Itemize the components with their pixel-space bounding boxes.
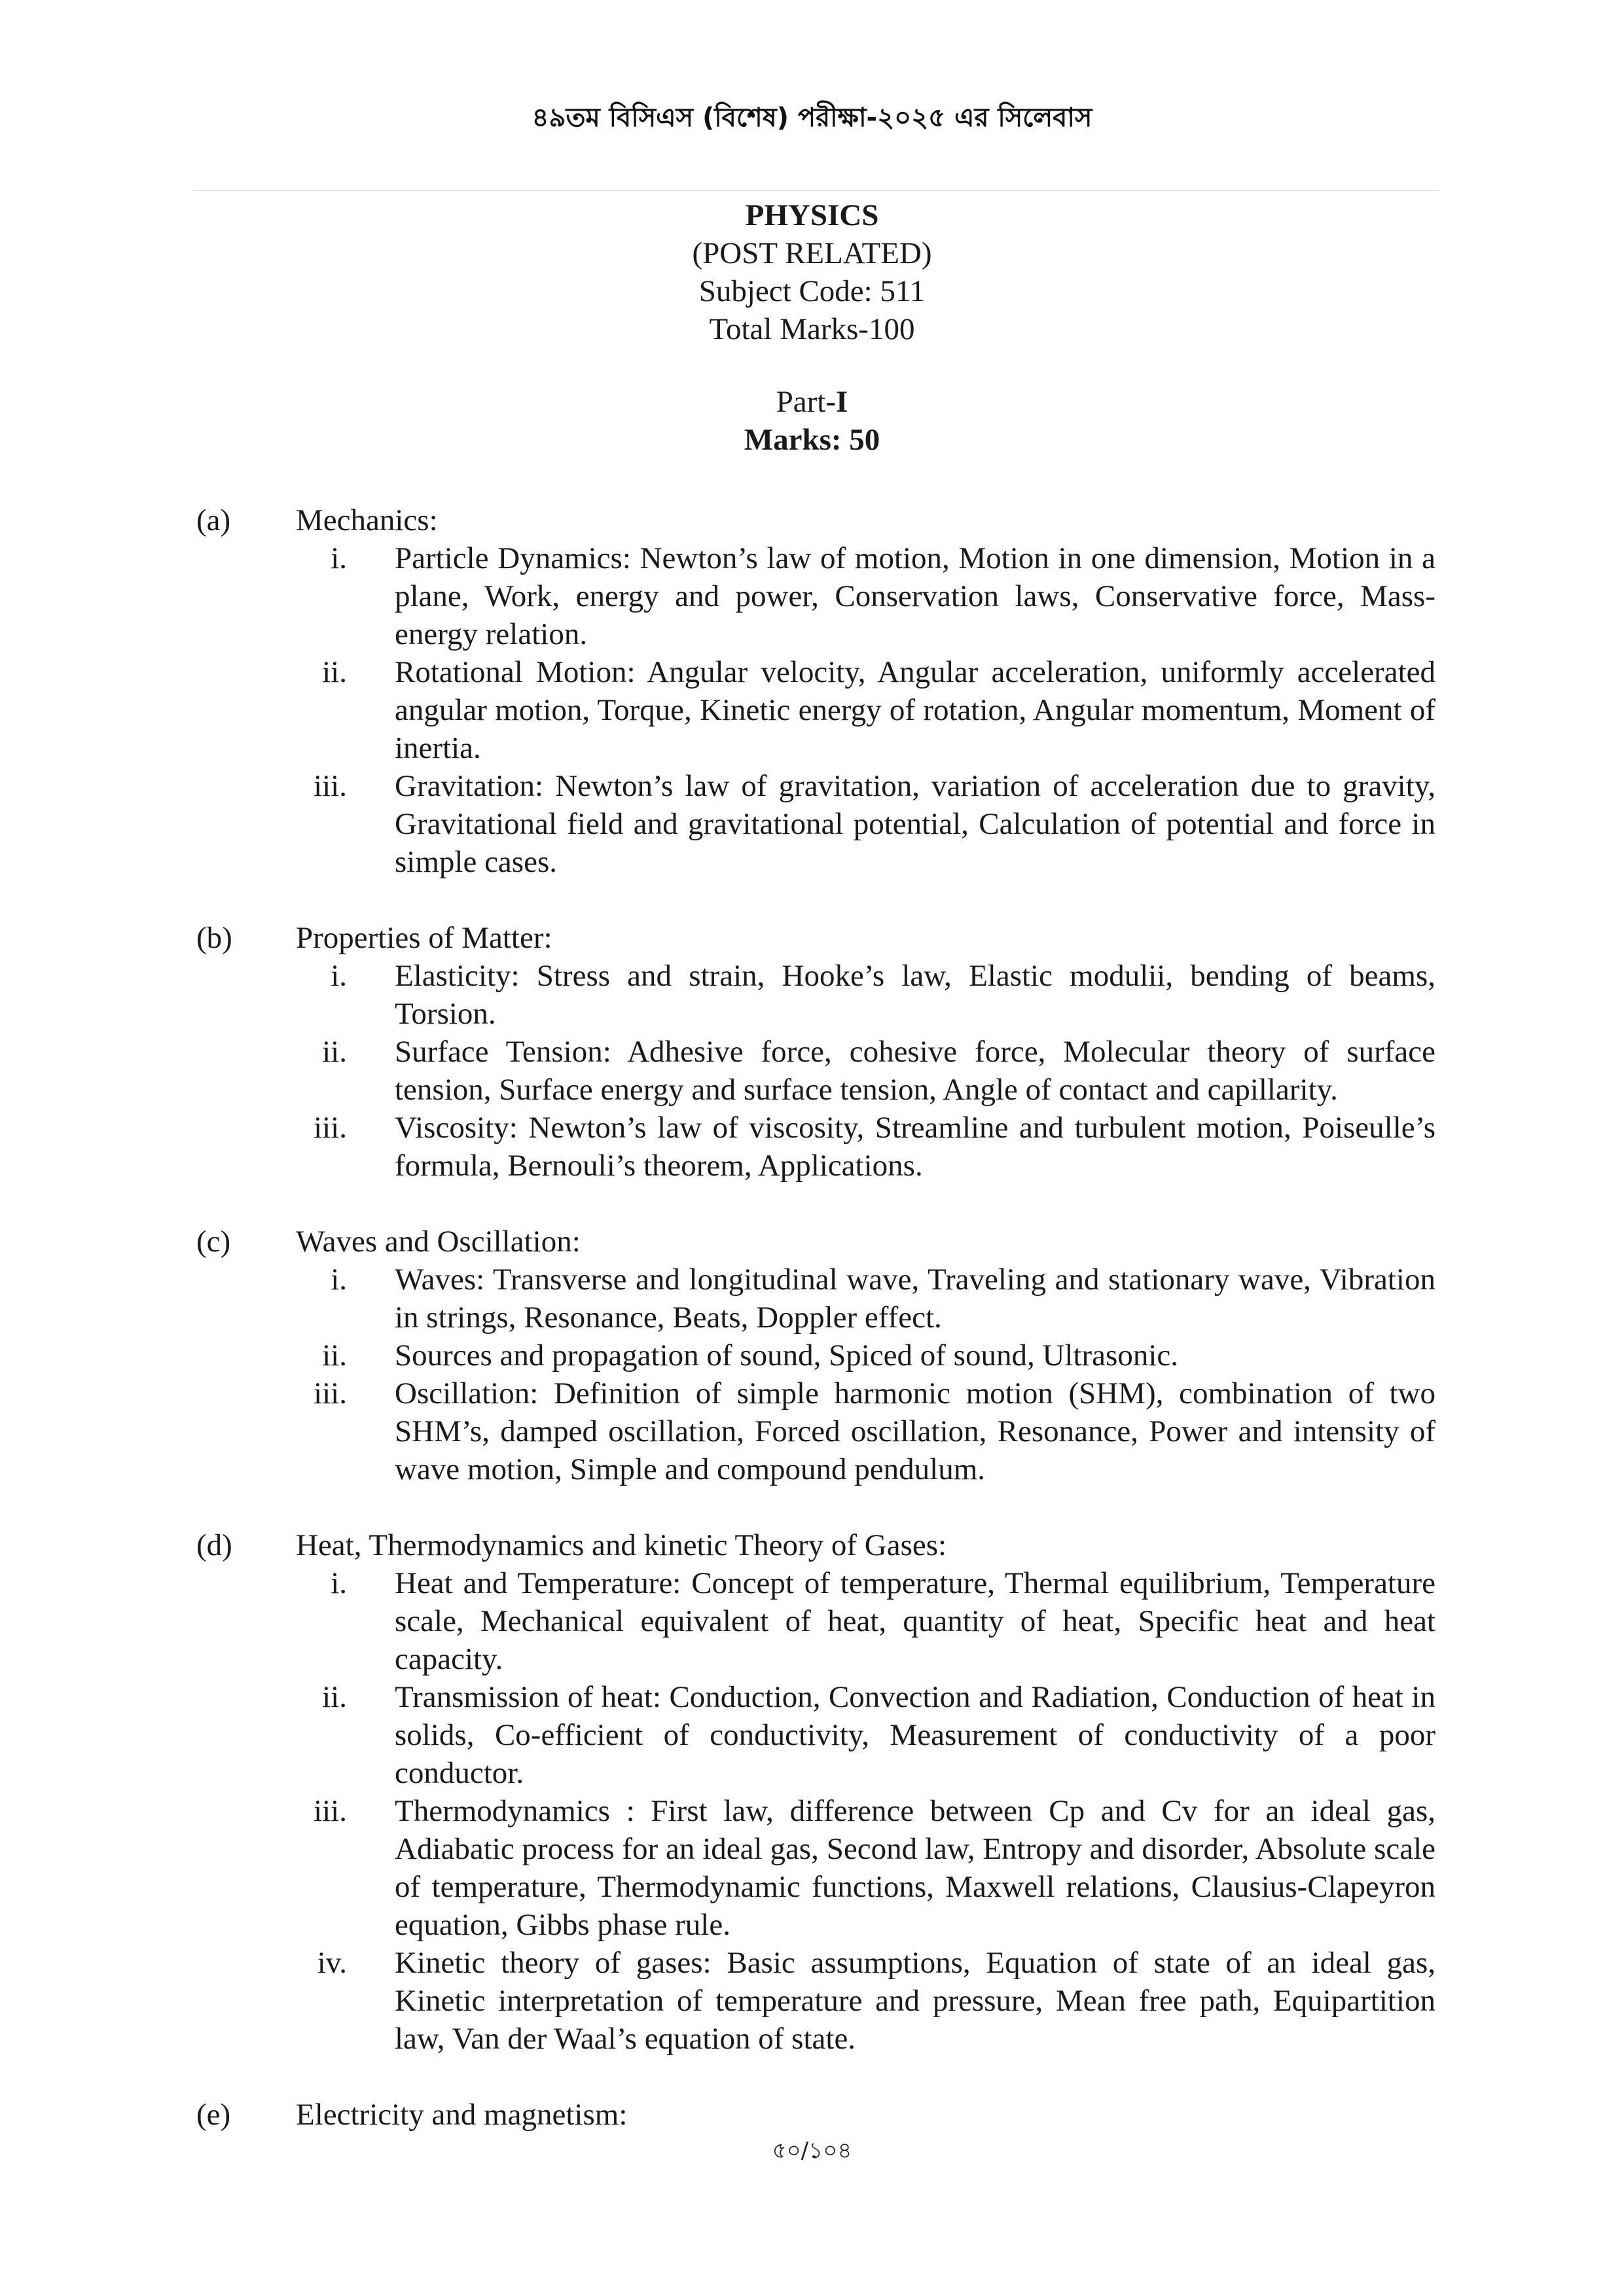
part-label — [0, 383, 1624, 421]
section-heading — [0, 919, 1624, 957]
syllabus-section — [0, 1526, 1624, 2058]
syllabus-section — [0, 919, 1624, 1185]
section-label: (a) — [196, 503, 231, 537]
list-item-text: Thermodynamics : First law, difference between Cp and Cv for an ideal gas, Adiabatic process for an ideal gas, Second law, Entropy and disorder, Absolute scale of temperature, Thermodynamic functions, Maxwell relations, Clausius-Clapeyron equation, Gibbs phase rule. — [395, 1794, 1435, 1942]
list-item-text: Heat and Temperature: Concept of temperature, Thermal equilibrium, Temperature scale, Mechanical equivalent of heat, quantity of heat, Specific heat and heat capacity. — [395, 1566, 1435, 1676]
section-title: Properties of Matter: — [296, 921, 552, 955]
list-item-number: ii. — [322, 1338, 347, 1372]
list-item — [0, 653, 1624, 767]
list-item-text: Kinetic theory of gases: Basic assumptions, Equation of state of an ideal gas, Kinetic interpretation of temperature and pressure, Mean free path, Equipartition law, Van der Waal’s equation of state. — [395, 1946, 1435, 2056]
syllabus-section — [0, 1223, 1624, 1488]
list-item — [0, 1944, 1624, 2058]
section-title: Electricity and magnetism: — [296, 2098, 628, 2132]
list-item-number: ii. — [322, 1680, 347, 1714]
list-item — [0, 1109, 1624, 1185]
list-item — [0, 1792, 1624, 1944]
header-divider — [192, 190, 1439, 191]
list-item-text: Rotational Motion: Angular velocity, Angular acceleration, uniformly accelerated angular motion, Torque, Kinetic energy of rotation, Angular momentum, Moment of inertia. — [395, 655, 1435, 765]
list-item-number: i. — [331, 959, 347, 993]
list-item-text: Gravitation: Newton’s law of gravitation, variation of acceleration due to gravity, Gravitational field and gravitational potential, Calculation of potential and force in simple cases. — [395, 769, 1435, 879]
syllabus-content — [0, 501, 1624, 2172]
list-item — [0, 957, 1624, 1033]
list-item-number: i. — [331, 1263, 347, 1297]
part-marks: Marks: 50 — [744, 423, 880, 457]
list-item-text: Particle Dynamics: Newton’s law of motion, Motion in one dimension, Motion in a plane, Work, energy and power, Conservation laws, Conservative force, Mass-energy relation. — [395, 541, 1435, 651]
list-item-text: Elasticity: Stress and strain, Hooke’s law, Elastic modulii, bending of beams, Torsion. — [395, 959, 1435, 1031]
subject-category: (POST RELATED) — [692, 236, 932, 270]
part-label-numeral: I — [836, 385, 848, 419]
list-item-text: Surface Tension: Adhesive force, cohesive force, Molecular theory of surface tension, Surface energy and surface tension, Angle of contact and capillarity. — [395, 1035, 1435, 1107]
list-item-text: Oscillation: Definition of simple harmonic motion (SHM), combination of two SHM’s, damped oscillation, Forced oscillation, Resonance, Power and intensity of wave motion, Simple and compound pendulum. — [395, 1376, 1435, 1486]
page-number: ৫০/১০৪ — [772, 2138, 852, 2164]
list-item — [0, 767, 1624, 881]
section-label: (b) — [196, 921, 232, 955]
section-title: Mechanics: — [296, 503, 438, 537]
syllabus-section — [0, 2096, 1624, 2134]
list-item-number: iv. — [317, 1946, 347, 1980]
section-heading — [0, 1526, 1624, 1564]
page-header: ৪৯তম বিসিএস (বিশেষ) পরীক্ষা-২০২৫ এর সিলেবাস — [532, 103, 1092, 133]
list-item — [0, 1678, 1624, 1792]
list-item-number: ii. — [322, 1035, 347, 1069]
part-label-prefix: Part- — [776, 385, 837, 419]
section-label: (e) — [196, 2098, 231, 2132]
list-item — [0, 1564, 1624, 1678]
list-item — [0, 1374, 1624, 1488]
syllabus-section — [0, 501, 1624, 881]
list-item-number: iii. — [314, 1111, 347, 1145]
list-item — [0, 1261, 1624, 1336]
list-item — [0, 1033, 1624, 1109]
subject-code: Subject Code: 511 — [698, 274, 926, 308]
section-label: (c) — [196, 1225, 231, 1259]
list-item — [0, 1336, 1624, 1374]
list-item-number: iii. — [314, 1376, 347, 1410]
title-block — [0, 196, 1624, 348]
list-item-text: Transmission of heat: Conduction, Convection and Radiation, Conduction of heat in solids, Co-efficient of conductivity, Measurement of conductivity of a poor conductor. — [395, 1680, 1435, 1790]
section-heading — [0, 2096, 1624, 2134]
section-heading — [0, 1223, 1624, 1261]
list-item-text: Sources and propagation of sound, Spiced of sound, Ultrasonic. — [395, 1338, 1178, 1372]
section-title: Waves and Oscillation: — [296, 1225, 581, 1259]
part-block — [0, 383, 1624, 459]
list-item-text: Waves: Transverse and longitudinal wave, Traveling and stationary wave, Vibration in strings, Resonance, Beats, Doppler effect. — [395, 1263, 1435, 1335]
list-item-number: iii. — [314, 1794, 347, 1828]
list-item-number: i. — [331, 1566, 347, 1600]
section-label: (d) — [196, 1528, 232, 1562]
section-heading — [0, 501, 1624, 539]
list-item — [0, 539, 1624, 653]
list-item-number: i. — [331, 541, 347, 575]
list-item-number: iii. — [314, 769, 347, 803]
section-title: Heat, Thermodynamics and kinetic Theory of Gases: — [296, 1528, 947, 1562]
subject-title: PHYSICS — [745, 198, 879, 232]
total-marks: Total Marks-100 — [709, 312, 915, 346]
list-item-text: Viscosity: Newton’s law of viscosity, Streamline and turbulent motion, Poiseulle’s formula, Bernouli’s theorem, Applications. — [395, 1111, 1435, 1183]
list-item-number: ii. — [322, 655, 347, 689]
